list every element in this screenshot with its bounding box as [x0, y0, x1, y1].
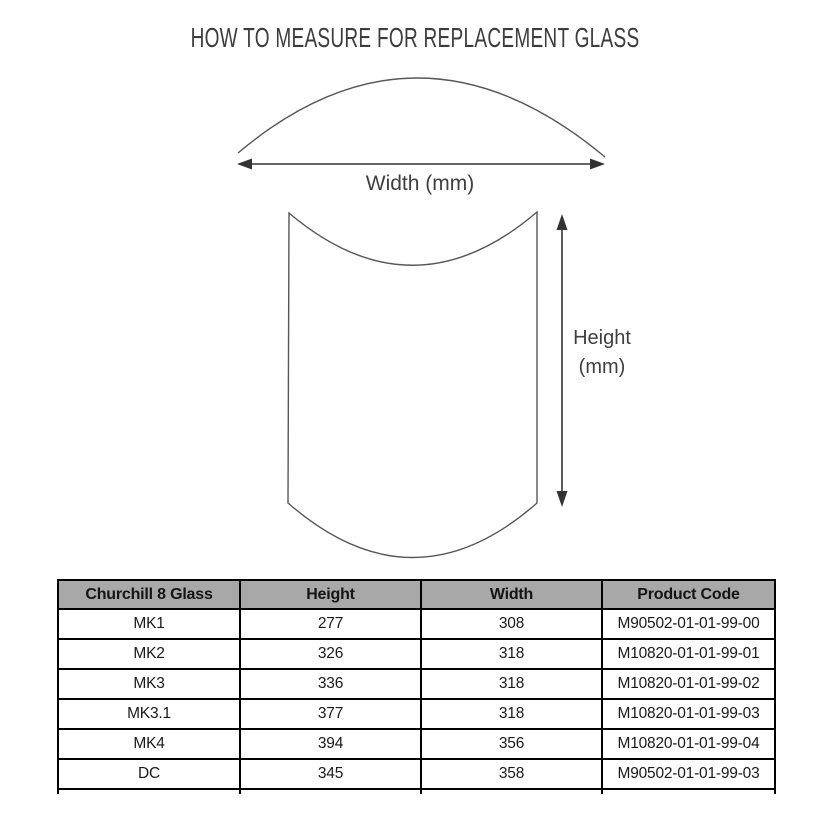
cell-model: DC	[58, 759, 240, 789]
column-header-product-code: Product Code	[602, 580, 775, 609]
height-label-line1: Height	[573, 327, 631, 349]
height-arrow-top-head-icon	[557, 214, 568, 230]
column-header-height: Height	[240, 580, 421, 609]
cell-width: 318	[421, 669, 602, 699]
cell-height: 277	[240, 609, 421, 639]
column-header-width: Width	[421, 580, 602, 609]
cell-height: 345	[240, 759, 421, 789]
cell-model: MK1	[58, 609, 240, 639]
glass-panel-outline	[288, 212, 537, 558]
cell-width: 358	[421, 759, 602, 789]
cell-product-code: M90502-01-01-99-00	[602, 609, 775, 639]
cell-height: 394	[240, 729, 421, 759]
glass-width-arc	[238, 78, 605, 157]
table-row	[58, 669, 775, 699]
cell-width: 308	[421, 609, 602, 639]
table-row	[58, 699, 775, 729]
cell-model: MK4	[58, 729, 240, 759]
glass-sizes-table	[57, 579, 776, 794]
cell-height: 336	[240, 669, 421, 699]
table-row	[58, 609, 775, 639]
cell-model: MK3	[58, 669, 240, 699]
cell-width: 356	[421, 729, 602, 759]
table-header-row	[58, 580, 775, 609]
cell-product-code: M10820-01-01-99-02	[602, 669, 775, 699]
table-row	[58, 729, 775, 759]
cell-width: 318	[421, 639, 602, 669]
cell-height: 377	[240, 699, 421, 729]
cell-product-code: M10820-01-01-99-04	[602, 729, 775, 759]
cell-model: MK3.1	[58, 699, 240, 729]
cell-width: 318	[421, 699, 602, 729]
column-header-model: Churchill 8 Glass	[58, 580, 240, 609]
table-bottom-edge-stub	[58, 789, 775, 794]
table-row	[58, 639, 775, 669]
width-dimension-label: Width (mm)	[365, 172, 475, 195]
height-label-line2: (mm)	[578, 356, 626, 378]
page-title: HOW TO MEASURE FOR REPLACEMENT GLASS	[190, 22, 640, 53]
cell-model: MK2	[58, 639, 240, 669]
cell-product-code: M90502-01-01-99-03	[602, 759, 775, 789]
width-arrow-right-head-icon	[590, 159, 605, 170]
cell-product-code: M10820-01-01-99-03	[602, 699, 775, 729]
height-arrow-bottom-head-icon	[557, 491, 568, 507]
cell-height: 326	[240, 639, 421, 669]
table-row	[58, 759, 775, 789]
width-arrow-left-head-icon	[237, 159, 252, 170]
cell-product-code: M10820-01-01-99-01	[602, 639, 775, 669]
height-dimension-label	[558, 324, 646, 382]
